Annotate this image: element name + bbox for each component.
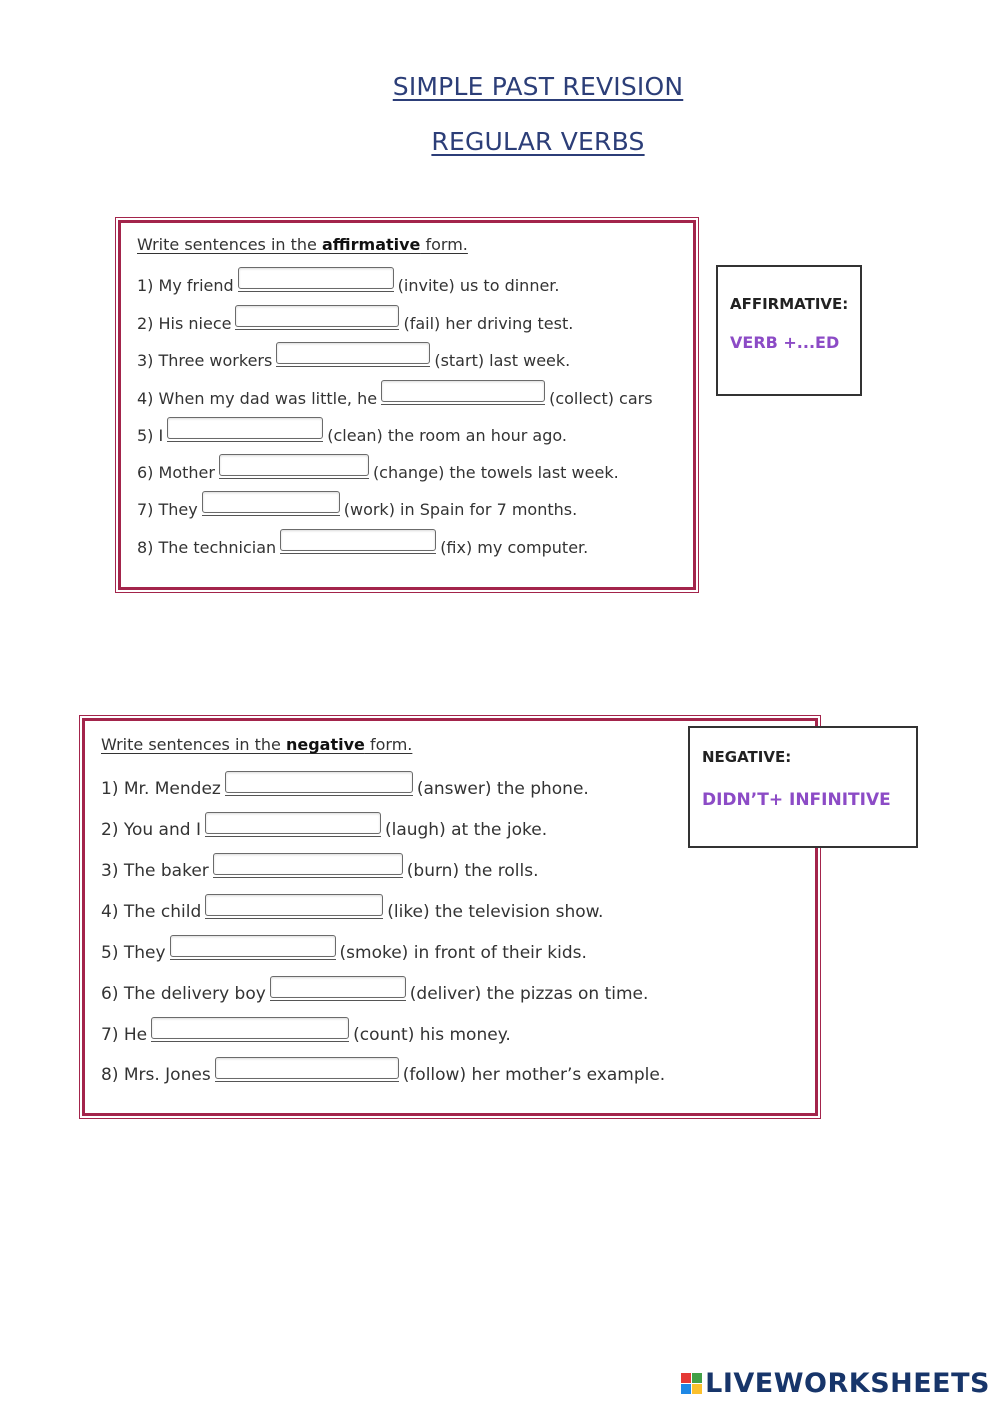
liveworksheets-logo bbox=[681, 1368, 990, 1399]
sentence-end: (like) the television show. bbox=[387, 902, 604, 922]
sentence-start: 5) They bbox=[101, 943, 166, 963]
answer-input[interactable] bbox=[205, 894, 383, 916]
answer-blank bbox=[151, 1021, 349, 1042]
exercise-row bbox=[101, 814, 547, 840]
sentence-start: 5) I bbox=[137, 426, 164, 445]
sentence-start: 2) His niece bbox=[137, 314, 232, 333]
answer-blank bbox=[213, 857, 403, 878]
answer-input[interactable] bbox=[170, 935, 336, 957]
exercise-row bbox=[137, 269, 560, 295]
logo-square bbox=[681, 1384, 691, 1394]
answer-input[interactable] bbox=[276, 342, 430, 364]
sentence-start: 8) Mrs. Jones bbox=[101, 1065, 211, 1085]
sentence-end: (start) last week. bbox=[434, 351, 571, 370]
answer-input[interactable] bbox=[280, 529, 436, 551]
logo-text: LIVEWORKSHEETS bbox=[705, 1368, 990, 1399]
answer-blank bbox=[205, 816, 381, 837]
answer-blank bbox=[280, 533, 436, 554]
instruction-text: Write sentences in the bbox=[101, 735, 286, 754]
logo-square bbox=[681, 1373, 691, 1383]
sentence-end: (fix) my computer. bbox=[440, 538, 589, 557]
instruction-text: form. bbox=[420, 235, 468, 254]
answer-blank bbox=[381, 384, 545, 405]
sentence-end: (answer) the phone. bbox=[416, 779, 589, 799]
answer-blank bbox=[202, 495, 340, 516]
answer-blank bbox=[235, 309, 399, 330]
answer-input[interactable] bbox=[225, 771, 413, 793]
sentence-end: (clean) the room an hour ago. bbox=[327, 426, 567, 445]
sentence-start: 7) They bbox=[137, 500, 198, 519]
answer-input[interactable] bbox=[381, 380, 545, 402]
negative-instruction bbox=[101, 735, 412, 754]
answer-input[interactable] bbox=[151, 1017, 349, 1039]
exercise-row bbox=[101, 896, 603, 922]
affirmative-exercise bbox=[118, 220, 696, 590]
rule-label: NEGATIVE: bbox=[702, 748, 792, 766]
sentence-end: (follow) her mother’s example. bbox=[402, 1065, 666, 1085]
exercise-row bbox=[137, 307, 573, 333]
sentence-end: (invite) us to dinner. bbox=[397, 276, 560, 295]
answer-input[interactable] bbox=[205, 812, 381, 834]
answer-input[interactable] bbox=[235, 305, 399, 327]
sentence-start: 3) The baker bbox=[101, 861, 209, 881]
instruction-keyword: negative bbox=[285, 735, 365, 754]
answer-blank bbox=[238, 271, 394, 292]
answer-input[interactable] bbox=[270, 976, 406, 998]
sentence-end: (deliver) the pizzas on time. bbox=[409, 984, 649, 1004]
sentence-end: (work) in Spain for 7 months. bbox=[343, 500, 578, 519]
exercise-row bbox=[101, 978, 648, 1004]
logo-square bbox=[692, 1373, 702, 1383]
exercise-row bbox=[137, 344, 570, 370]
answer-input[interactable] bbox=[215, 1057, 399, 1079]
page-subtitle: REGULAR VERBS bbox=[431, 127, 645, 156]
exercise-row bbox=[137, 493, 577, 519]
sentence-end: (laugh) at the joke. bbox=[384, 820, 548, 840]
exercise-row bbox=[137, 456, 619, 482]
affirmative-instruction bbox=[137, 235, 468, 254]
sentence-end: (count) his money. bbox=[353, 1025, 511, 1045]
sentence-start: 1) My friend bbox=[137, 276, 234, 295]
sentence-start: 3) Three workers bbox=[137, 351, 273, 370]
exercise-row bbox=[101, 1059, 665, 1085]
answer-blank bbox=[270, 980, 406, 1001]
answer-blank bbox=[225, 775, 413, 796]
answer-blank bbox=[219, 458, 369, 479]
answer-blank bbox=[215, 1061, 399, 1082]
answer-blank bbox=[276, 346, 430, 367]
sentence-start: 6) The delivery boy bbox=[101, 984, 266, 1004]
sentence-start: 4) When my dad was little, he bbox=[137, 389, 378, 408]
answer-blank bbox=[167, 421, 323, 442]
sentence-start: 4) The child bbox=[101, 902, 202, 922]
instruction-text: Write sentences in the bbox=[137, 235, 322, 254]
sentence-start: 7) He bbox=[101, 1025, 148, 1045]
answer-input[interactable] bbox=[213, 853, 403, 875]
sentence-start: 2) You and I bbox=[101, 820, 201, 840]
exercise-row bbox=[137, 531, 588, 557]
page-title: SIMPLE PAST REVISION bbox=[392, 72, 684, 101]
sentence-start: 1) Mr. Mendez bbox=[101, 779, 221, 799]
rule-label: AFFIRMATIVE: bbox=[730, 295, 849, 313]
instruction-text: form. bbox=[364, 735, 413, 754]
exercise-row bbox=[101, 855, 539, 881]
answer-input[interactable] bbox=[238, 267, 394, 289]
exercise-row bbox=[101, 937, 587, 963]
answer-blank bbox=[170, 939, 336, 960]
sentence-start: 8) The technician bbox=[137, 538, 277, 557]
negative-rule-box bbox=[688, 726, 918, 848]
sentence-start: 6) Mother bbox=[137, 463, 215, 482]
logo-square bbox=[692, 1384, 702, 1394]
answer-input[interactable] bbox=[202, 491, 340, 513]
sentence-end: (smoke) in front of their kids. bbox=[339, 943, 587, 963]
sentence-end: (collect) cars bbox=[549, 389, 653, 408]
instruction-keyword: affirmative bbox=[321, 235, 421, 254]
answer-blank bbox=[205, 898, 383, 919]
rule-formula: VERB +...ED bbox=[730, 333, 840, 352]
exercise-row bbox=[137, 382, 653, 408]
logo-mark-icon bbox=[681, 1373, 702, 1394]
sentence-end: (burn) the rolls. bbox=[406, 861, 539, 881]
answer-input[interactable] bbox=[219, 454, 369, 476]
exercise-row bbox=[101, 773, 589, 799]
rule-formula: DIDN’T+ INFINITIVE bbox=[702, 790, 891, 810]
answer-input[interactable] bbox=[167, 417, 323, 439]
sentence-end: (fail) her driving test. bbox=[403, 314, 574, 333]
exercise-row bbox=[101, 1019, 511, 1045]
affirmative-rule-box bbox=[716, 265, 862, 396]
exercise-row bbox=[137, 419, 567, 445]
sentence-end: (change) the towels last week. bbox=[372, 463, 619, 482]
